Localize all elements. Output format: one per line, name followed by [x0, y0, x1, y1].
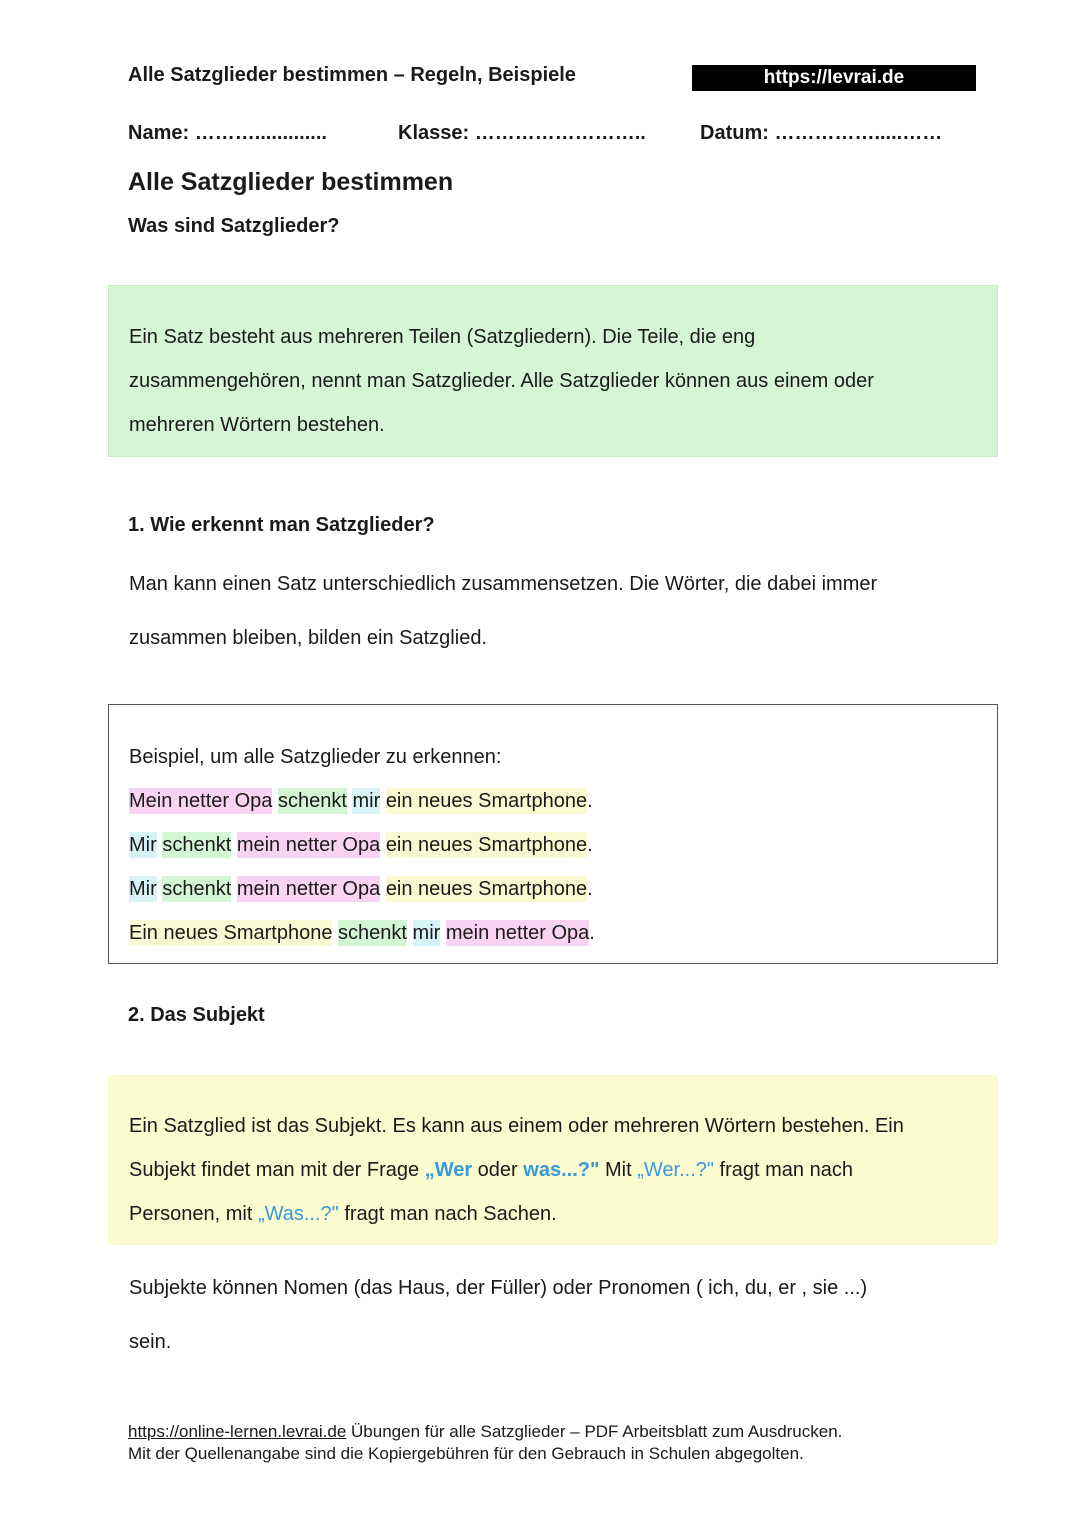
- dative-part: Mir: [129, 834, 157, 856]
- subject-part: mein netter Opa: [236, 834, 381, 856]
- datum-field: Datum: …………….....……: [700, 122, 943, 144]
- intro-text: Ein Satz besteht aus mehreren Teilen (Satzgliedern). Die Teile, die eng zusammengehören, nennt man Satzglieder. Alle Satzglieder können aus einem oder mehreren Wörtern bestehen.: [129, 326, 874, 436]
- name-field: Name: ……….............: [128, 122, 327, 144]
- page-heading: Alle Satzglieder bestimmen: [128, 168, 454, 196]
- footer: https://online-lernen.levrai.de Übungen für alle Satzglieder – PDF Arbeitsblatt zum Ausdrucken. Mit der Quellenangabe sind die Kopiergebühren für den Gebrauch in Schulen abgegolten.: [128, 1422, 843, 1463]
- example-sentence-2: Mir schenkt mein netter Opa ein neues Smartphone.: [129, 834, 593, 856]
- verb-part: schenkt: [162, 834, 232, 856]
- question-wer-persons: „Wer...?": [637, 1159, 714, 1181]
- object-part: ein neues Smartphone: [385, 834, 588, 856]
- verb-part: schenkt: [338, 922, 407, 944]
- section1-title: 1. Wie erkennt man Satzglieder?: [128, 514, 435, 536]
- dative-part: mir: [412, 922, 441, 944]
- example-intro: Beispiel, um alle Satzglieder zu erkennen:: [129, 746, 502, 768]
- example-sentence-4: Ein neues Smartphone schenkt mir mein netter Opa.: [129, 922, 595, 944]
- object-part: Ein neues Smartphone: [129, 922, 333, 944]
- question-was: was...?": [523, 1159, 600, 1181]
- subject-box-text: Ein Satzglied ist das Subjekt. Es kann aus einem oder mehreren Wörtern bestehen. Ein Subjekt findet man mit der Frage „Wer oder was...?" Mit „Wer...?" fragt man nach Personen, mit „Was...?" fragt man nach Sachen.: [129, 1115, 904, 1225]
- section1-text: Man kann einen Satz unterschiedlich zusammensetzen. Die Wörter, die dabei immer zusammen bleiben, bilden ein Satzglied.: [129, 573, 878, 649]
- page-subheading: Was sind Satzglieder?: [128, 215, 340, 237]
- object-part: ein neues Smartphone: [385, 878, 588, 900]
- dative-part: mir: [352, 790, 381, 812]
- object-part: ein neues Smartphone: [385, 790, 588, 812]
- example-content: [129, 735, 595, 955]
- example-sentence-3: Mir schenkt mein netter Opa ein neues Smartphone.: [129, 878, 593, 900]
- question-wer: „Wer: [424, 1159, 473, 1181]
- subject-after-text: Subjekte können Nomen (das Haus, der Füller) oder Pronomen ( ich, du, er , sie ...) sein.: [129, 1277, 868, 1353]
- footer-link[interactable]: https://online-lernen.levrai.de: [128, 1422, 347, 1441]
- klasse-field: Klasse: ……………………..: [398, 122, 646, 144]
- verb-part: schenkt: [162, 878, 232, 900]
- verb-part: schenkt: [277, 790, 347, 812]
- section2-title: 2. Das Subjekt: [128, 1004, 265, 1026]
- subject-part: mein netter Opa: [445, 922, 590, 944]
- question-was-things: „Was...?": [257, 1203, 339, 1225]
- example-sentence-1: Mein netter Opa schenkt mir ein neues Smartphone.: [129, 790, 593, 812]
- document-title: Alle Satzglieder bestimmen – Regeln, Beispiele: [128, 64, 576, 86]
- dative-part: Mir: [129, 878, 157, 900]
- subject-part: mein netter Opa: [236, 878, 381, 900]
- url-badge: https://levrai.de: [692, 65, 976, 91]
- subject-part: Mein netter Opa: [129, 790, 273, 812]
